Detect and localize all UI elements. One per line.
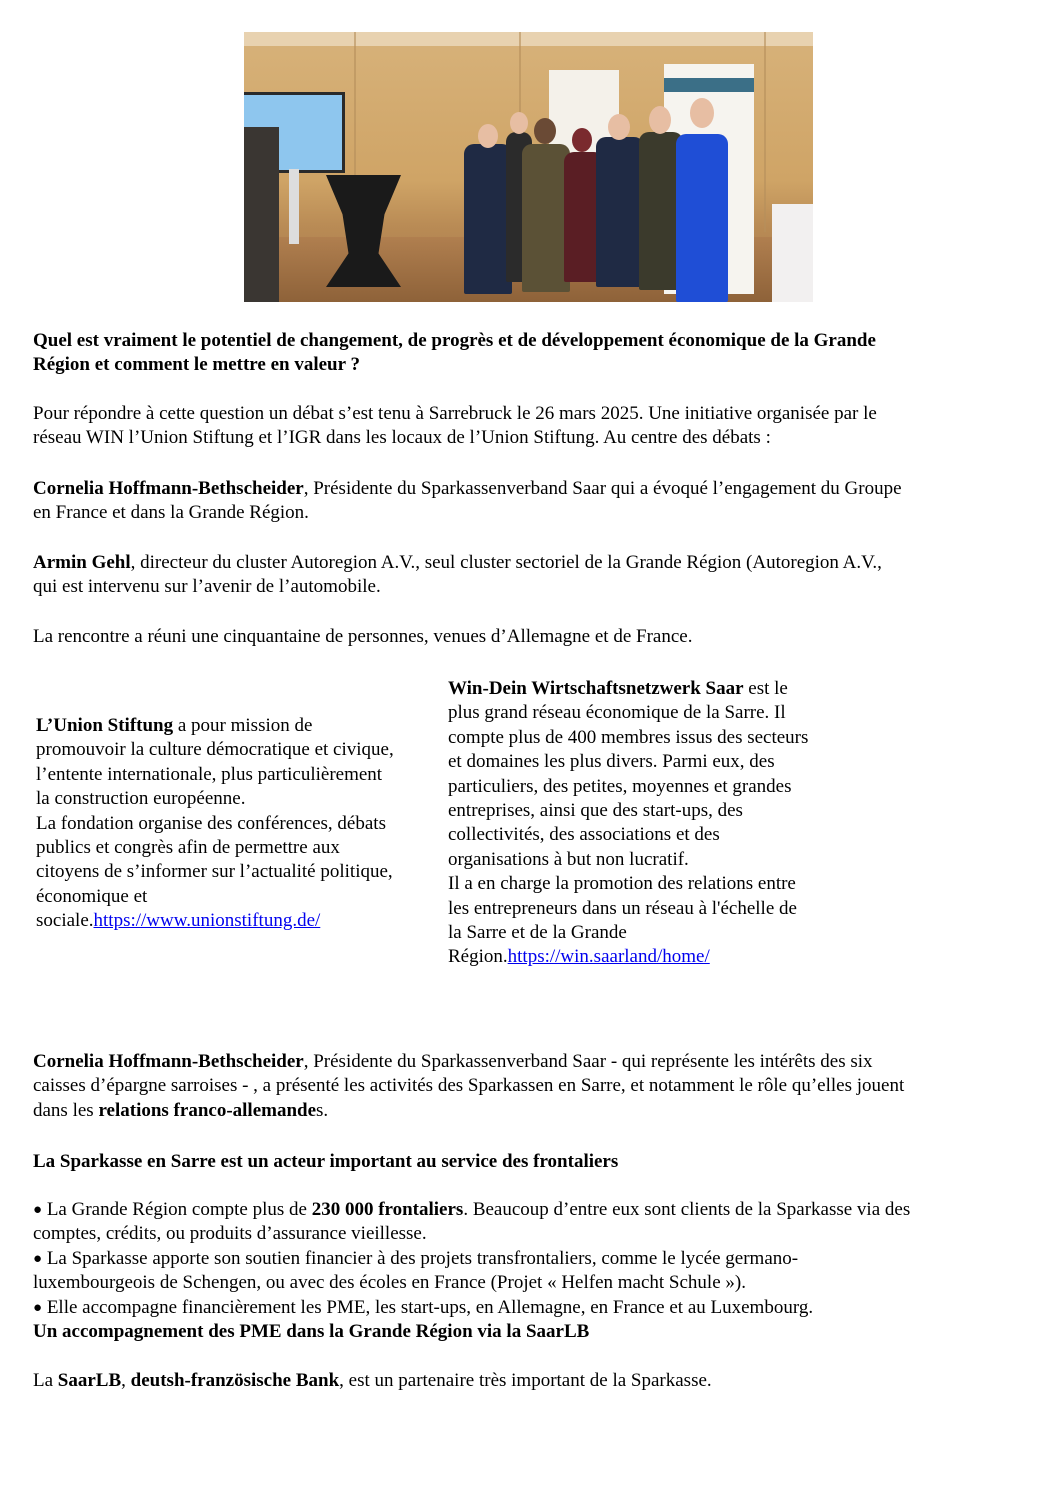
box-line: particuliers, des petites, moyennes et grandes <box>448 775 792 797</box>
speaker-name: Armin Gehl <box>33 552 131 573</box>
paragraph-line: Pour répondre à cette question un débat s’est tenu à Sarrebruck le 26 mars 2025. Une initiative organisée par le <box>33 403 877 424</box>
sparkasse-bullet-list <box>33 1198 910 1320</box>
emphasis-text: 230 000 frontaliers <box>311 1199 464 1220</box>
paragraph-text: , est un partenaire très important de la Sparkasse. <box>339 1370 712 1391</box>
win-saarland-link[interactable]: https://win.saarland/home/ <box>507 946 710 968</box>
bullet-text: luxembourgeois de Schengen, ou avec des écoles en France (Projet « Helfen macht Schule »). <box>33 1272 746 1294</box>
box-title: L’Union Stiftung <box>36 715 174 736</box>
box-line: citoyens de s’informer sur l’actualité politique, <box>36 861 393 883</box>
paragraph-line: qui est intervenu sur l’avenir de l’automobile. <box>33 576 381 598</box>
box-line: Région. <box>448 946 508 968</box>
photo-photographer <box>244 127 279 302</box>
box-line: compte plus de 400 membres issus des secteurs <box>448 726 809 748</box>
bullet-text: comptes, crédits, ou produits d’assurance vieillesse. <box>33 1223 427 1245</box>
main-question-heading <box>33 329 876 378</box>
emphasis-text: deutsh-französische Bank <box>130 1370 340 1391</box>
photo-person <box>464 144 512 294</box>
paragraph-line: en France et dans la Grande Région. <box>33 502 309 524</box>
union-stiftung-link[interactable]: https://www.unionstiftung.de/ <box>93 910 321 932</box>
photo-person-head <box>649 106 671 134</box>
paragraph-text: s. <box>316 1099 329 1121</box>
speaker-paragraph <box>33 551 882 600</box>
attendance-paragraph <box>33 625 692 649</box>
cornelia-paragraph <box>33 1050 904 1123</box>
photo-person <box>596 137 644 287</box>
paragraph-line: La rencontre a réuni une cinquantaine de personnes, venues d’Allemagne et de France. <box>33 626 693 647</box>
paragraph-line: caisses d’épargne sarroises - , a présenté les activités des Sparkassen en Sarre, et notamment le rôle qu’elles jouent <box>33 1075 905 1097</box>
photo-screen-stand <box>289 169 299 244</box>
bullet-icon: ● <box>33 1250 43 1267</box>
box-line: est le <box>743 678 788 699</box>
box-line: et domaines les plus divers. Parmi eux, des <box>448 751 775 773</box>
emphasis-text: relations franco-allemande <box>98 1099 317 1121</box>
section-heading: Un accompagnement des PME dans la Grande Région via la SaarLB <box>33 1321 590 1342</box>
photo-wall-panel <box>764 32 766 232</box>
box-line: organisations à but non lucratif. <box>448 848 689 870</box>
bullet-item <box>33 1247 910 1271</box>
box-line: l’entente internationale, plus particulièrement <box>36 763 383 785</box>
heading-line: Région et comment le mettre en valeur ? <box>33 354 360 376</box>
speaker-description: , Présidente du Sparkassenverband Saar qui a évoqué l’engagement du Groupe <box>303 478 902 499</box>
box-line: la Sarre et de la Grande <box>448 922 627 944</box>
box-line: entreprises, ainsi que des start-ups, des <box>448 800 743 822</box>
box-line: promouvoir la culture démocratique et civique, <box>36 739 394 761</box>
bullet-text: . Beaucoup d’entre eux sont clients de la Sparkasse via des <box>463 1199 911 1220</box>
speaker-name: Cornelia Hoffmann-Bethscheider <box>33 478 304 499</box>
bullet-text: La Sparkasse apporte son soutien financier à des projets transfrontaliers, comme le lycée germano- <box>42 1247 799 1269</box>
photo-person-head <box>478 124 498 148</box>
win-network-box <box>448 677 808 970</box>
photo-person-head <box>608 114 630 140</box>
speaker-name: Cornelia Hoffmann-Bethscheider <box>33 1051 304 1072</box>
bullet-item <box>33 1296 910 1320</box>
paragraph-line: , Présidente du Sparkassenverband Saar - qui représente les intérêts des six <box>303 1051 873 1072</box>
saarlb-paragraph <box>33 1369 712 1393</box>
box-line: Il a en charge la promotion des relations entre <box>448 873 796 895</box>
photo-ceiling <box>244 32 813 46</box>
intro-paragraph <box>33 402 877 451</box>
box-line: collectivités, des associations et des <box>448 824 720 846</box>
speaker-paragraph <box>33 477 902 526</box>
union-stiftung-box <box>36 714 394 934</box>
bullet-icon: ● <box>33 1299 43 1316</box>
saarlb-section-heading <box>33 1320 589 1344</box>
bullet-icon: ● <box>33 1202 43 1218</box>
photo-cocktail-table <box>326 175 401 287</box>
box-line: La fondation organise des conférences, débats <box>36 812 386 834</box>
photo-person-head <box>572 128 592 152</box>
box-line: publics et congrès afin de permettre aux <box>36 837 340 859</box>
bullet-text: Elle accompagne financièrement les PME, les start-ups, en Allemagne, en France et au Luxembourg. <box>42 1296 814 1318</box>
emphasis-text: SaarLB <box>57 1370 122 1391</box>
speaker-description: , directeur du cluster Autoregion A.V., seul cluster sectoriel de la Grande Région (Autoregion A.V., <box>130 552 882 573</box>
heading-line: Quel est vraiment le potentiel de changement, de progrès et de développement économique de la Grande <box>33 330 876 351</box>
photo-person-head <box>690 98 714 128</box>
box-line: sociale. <box>36 910 94 932</box>
box-line: a pour mission de <box>173 715 313 736</box>
event-photo <box>244 32 813 302</box>
photo-person-head <box>534 118 556 144</box>
bullet-item <box>33 1198 910 1222</box>
box-line: la construction européenne. <box>36 788 246 810</box>
sparkasse-section-heading <box>33 1150 618 1174</box>
photo-boxes <box>772 204 813 302</box>
paragraph-text: , <box>121 1370 131 1391</box>
photo-person-head <box>510 112 528 134</box>
paragraph-line: réseau WIN l’Union Stiftung et l’IGR dans les locaux de l’Union Stiftung. Au centre des débats : <box>33 427 771 449</box>
paragraph-text: La <box>33 1370 58 1391</box>
paragraph-text: dans les <box>33 1099 99 1121</box>
section-heading: La Sparkasse en Sarre est un acteur important au service des frontaliers <box>33 1151 619 1172</box>
box-line: plus grand réseau économique de la Sarre. Il <box>448 702 786 724</box>
bullet-text: La Grande Région compte plus de <box>42 1199 312 1220</box>
photo-person <box>676 134 728 302</box>
photo-person <box>522 144 570 292</box>
box-line: les entrepreneurs dans un réseau à l'échelle de <box>448 897 797 919</box>
box-line: économique et <box>36 885 148 907</box>
box-title: Win-Dein Wirtschaftsnetzwerk Saar <box>448 678 744 699</box>
